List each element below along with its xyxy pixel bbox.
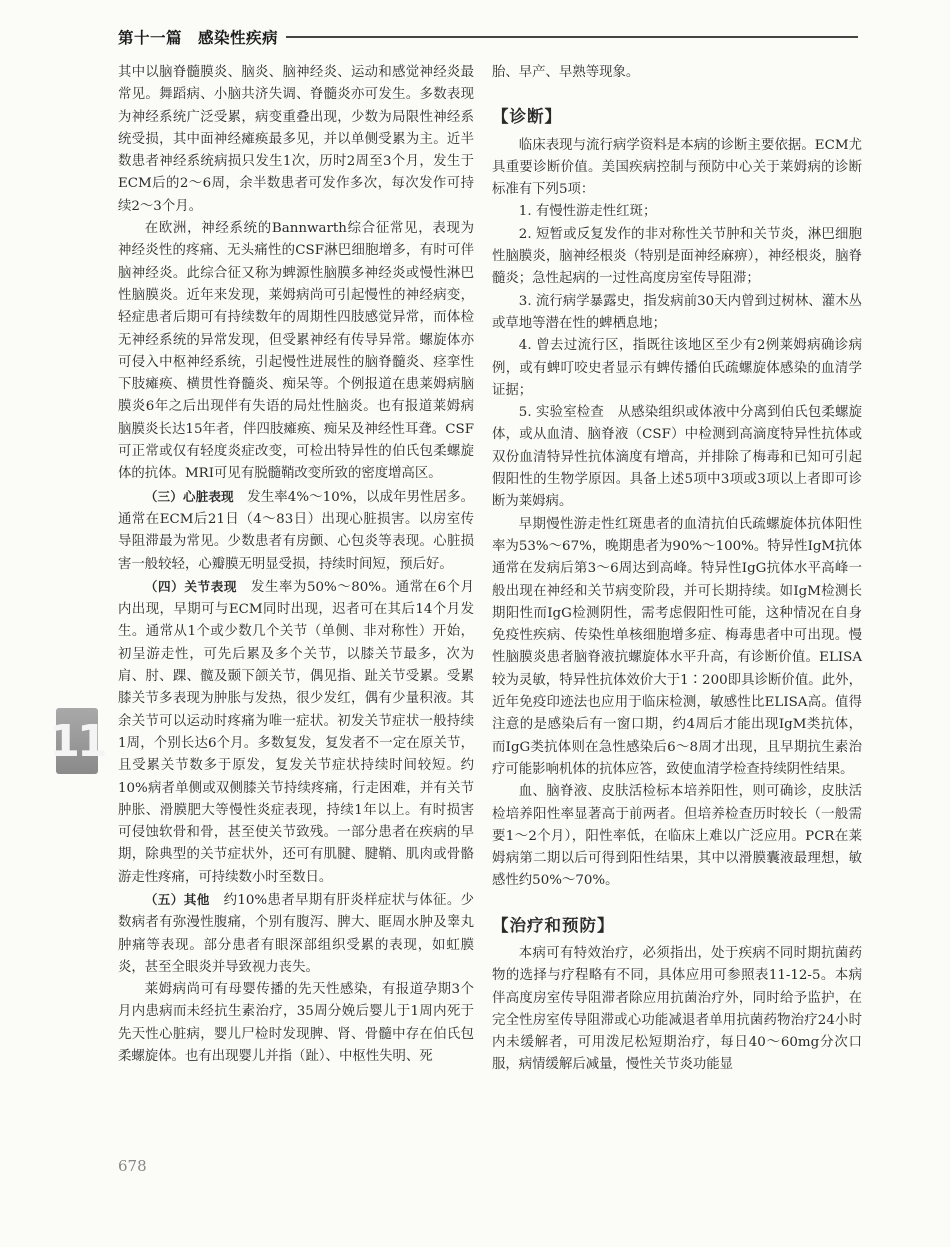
page-header (118, 22, 858, 52)
criterion-item: 4. 曾去过流行区，指既往该地区至少有2例莱姆病确诊病例，或有蜱叮咬史者显示有蜱传播伯氏疏螺旋体感染的血清学证据； (492, 338, 862, 398)
diagnosis-heading: 【诊断】 (492, 107, 562, 127)
subsection-body: 发生率4%～10%，以成年男性居多。通常在ECM后21日（4～83日）出现心脏损害。以房室传导阻滞最为常见。少数患者有房颤、心包炎等表现。心脏损害一般较轻，心瓣膜无明显受损，持续时间短，预后好。 (118, 489, 475, 572)
paragraph: 莱姆病尚可有母婴传播的先天性感染，有报道孕期3个月内患病而未经抗生素治疗，35周分娩后婴儿于1周内死于先天性心脏病，婴儿尸检时发现脾、肾、骨髓中存在伯氏包柔螺旋体。也有出现婴儿并指（趾）、中枢性失明、死 (118, 982, 474, 1065)
criterion-item: 2. 短暂或反复发作的非对称性关节肿和关节炎，淋巴细胞性脑膜炎，脑神经根炎（特别是面神经麻痹），神经根炎，脑脊髓炎；急性起病的一过性高度房室传导阻滞； (492, 226, 862, 287)
paragraph: 临床表现与流行病学资料是本病的诊断主要依据。ECM尤具重要诊断价值。美国疾病控制与预防中心关于莱姆病的诊断标准有下列5项： (492, 137, 862, 198)
subsection-heading: （三）心脏表现 (144, 488, 234, 504)
paragraph: 血、脑脊液、皮肤活检标本培养阳性，则可确诊，皮肤活检培养阳性率显著高于前两者。但培养检查历时较长（一般需要1～2个月），阳性率低，在临床上难以广泛应用。PCR在莱姆病第二期以后可得到阳性结果，其中以滑膜囊液最理想，敏感性约50%～70%。 (492, 784, 862, 889)
treatment-heading: 【治疗和预防】 (492, 915, 615, 935)
subsection-heading: （四）关节表现 (144, 578, 238, 594)
criterion-item: 3. 流行病学暴露史，指发病前30天内曾到过树林、灌木丛或草地等潜在性的蜱栖息地； (492, 293, 862, 331)
subsection-heading: （五）其他 (144, 891, 210, 907)
page-number: 678 (118, 1157, 147, 1175)
subsection-joint (118, 576, 474, 889)
paragraph: 胎、早产、早熟等现象。 (492, 65, 640, 80)
left-column (118, 62, 474, 1068)
right-column (492, 62, 862, 1077)
subsection-cardiac (118, 486, 474, 576)
paragraph: 早期慢性游走性红斑患者的血清抗伯氏疏螺旋体抗体阳性率为53%～67%，晚期患者为90%～100%。特异性IgM抗体通常在发病后第3～6周达到高峰。特异性IgG抗体水平高峰一般出现在神经和关节病变阶段，并可长期持续。如IgM检测长期阳性而IgG检测阴性，需考虑假阳性可能，这种情况在自身免疫性疾病、传染性单核细胞增多症、梅毒患者中可出现。慢性脑膜炎患者脑脊液抗螺旋体水平升高，有诊断价值。ELISA较为灵敏，特异性抗体效价大于1∶200即具诊断价值。此外，近年免疫印迹法也应用于临床检测，敏感性比ELISA高。值得注意的是感染后有一窗口期，约4周后才能出现IgM类抗体，而IgG类抗体则在急性感染后6～8周才出现，且早期抗生素治疗可能影响机体的抗体应答，致使血清学检查持续阴性结果。 (492, 516, 862, 777)
paragraph: 其中以脑脊髓膜炎、脑炎、脑神经炎、运动和感觉神经炎最常见。舞蹈病、小脑共济失调、脊髓炎亦可发生。多数表现为神经系统广泛受累，病变重叠出现，少数为局限性神经系统受损，其中面神经瘫痪最多见，并以单侧受累为主。近半数患者神经系统病损只发生1次，历时2周至3个月，发生于ECM后的2～6周，余半数患者可发作多次，每次发作可持续2～3个月。 (118, 65, 474, 214)
subsection-other (118, 889, 474, 979)
paragraph: 在欧洲，神经系统的Bannwarth综合征常见，表现为神经炎性的疼痛、无头痛性的CSF淋巴细胞增多，有时可伴脑神经炎。此综合征又称为蜱源性脑膜多神经炎或慢性淋巴性脑膜炎。近年来发现，莱姆病尚可引起慢性的神经病变，轻症患者后期可有持续数年的周期性四肢感觉异常，而体检无神经系统的异常发现，但受累神经有传导异常。螺旋体亦可侵入中枢神经系统，引起慢性进展性的脑脊髓炎、痉挛性下肢瘫痪、横贯性脊髓炎、痴呆等。个例报道在患莱姆病脑膜炎6年之后出现伴有失语的局灶性脑炎。也有报道莱姆病脑膜炎长达15年者，伴四肢瘫痪、痴呆及神经性耳聋。CSF可正常或仅有轻度炎症改变，可检出特异性的伯氏包柔螺旋体的抗体。MRI可见有脱髓鞘改变所致的密度增高区。 (118, 221, 474, 482)
criterion-item: 1. 有慢性游走性红斑； (518, 204, 657, 220)
paragraph: 本病可有特效治疗，必须指出，处于疾病不同时期抗菌药物的选择与疗程略有不同，具体应用可参照表11-12-5。本病伴高度房室传导阻滞者除应用抗菌治疗外，同时给予监护，在完全性房室传导阻滞或心功能减退者单用抗菌药物治疗24小时内未缓解者，可用泼尼松短期治疗，每日40～60mg分次口服，病情缓解后减量，慢性关节炎功能显 (492, 945, 862, 1073)
subsection-body: 发生率为50%～80%。通常在6个月内出现，早期可与ECM同时出现，迟者可在其后14个月发生。通常从1个或少数几个关节（单侧、非对称性）开始，初呈游走性，可先后累及多个关节，以膝关节最多，次为肩、肘、踝、髋及颞下颌关节，偶见指、趾关节受累。受累膝关节多表现为肿胀与发热，很少发红，偶有少量积液。其余关节可以运动时疼痛为唯一症状。初发关节症状一般持续1周，个别长达6个月。多数复发，复发者不一定在原关节，且受累关节数多于原发，复发关节症状持续时间较短。约10%病者单侧或双侧膝关节持续疼痛，行走困难，并有关节肿胀、滑膜肥大等慢性炎症表现，持续1年以上。有时损害可侵蚀软骨和骨，甚至使关节致残。一部分患者在疾病的早期，除典型的关节症状外，还可有肌腱、腱鞘、肌肉或骨骼游走性疼痛，可持续数小时至数日。 (118, 579, 475, 885)
chapter-tab: 11 (56, 708, 98, 774)
section-title: 第十一篇 感染性疾病 (118, 29, 279, 47)
header-rule (286, 36, 858, 38)
subsection-body: 约10%患者早期有肝炎样症状与体征。少数病者有弥漫性腹痛，个别有腹泻、脾大、眶周水肿及睾丸肿痛等表现。部分患者有眼深部组织受累的表现，如虹膜炎，甚至全眼炎并导致视力丧失。 (118, 892, 475, 975)
criterion-item: 5. 实验室检查 从感染组织或体液中分离到伯氏包柔螺旋体，或从血清、脑脊液（CSF）中检测到高滴度特异性抗体或双份血清特异性抗体滴度有增高，并排除了梅毒和已知可引起假阳性的生物学原因。具备上述5项中3项或3项以上者即可诊断为莱姆病。 (492, 405, 862, 510)
